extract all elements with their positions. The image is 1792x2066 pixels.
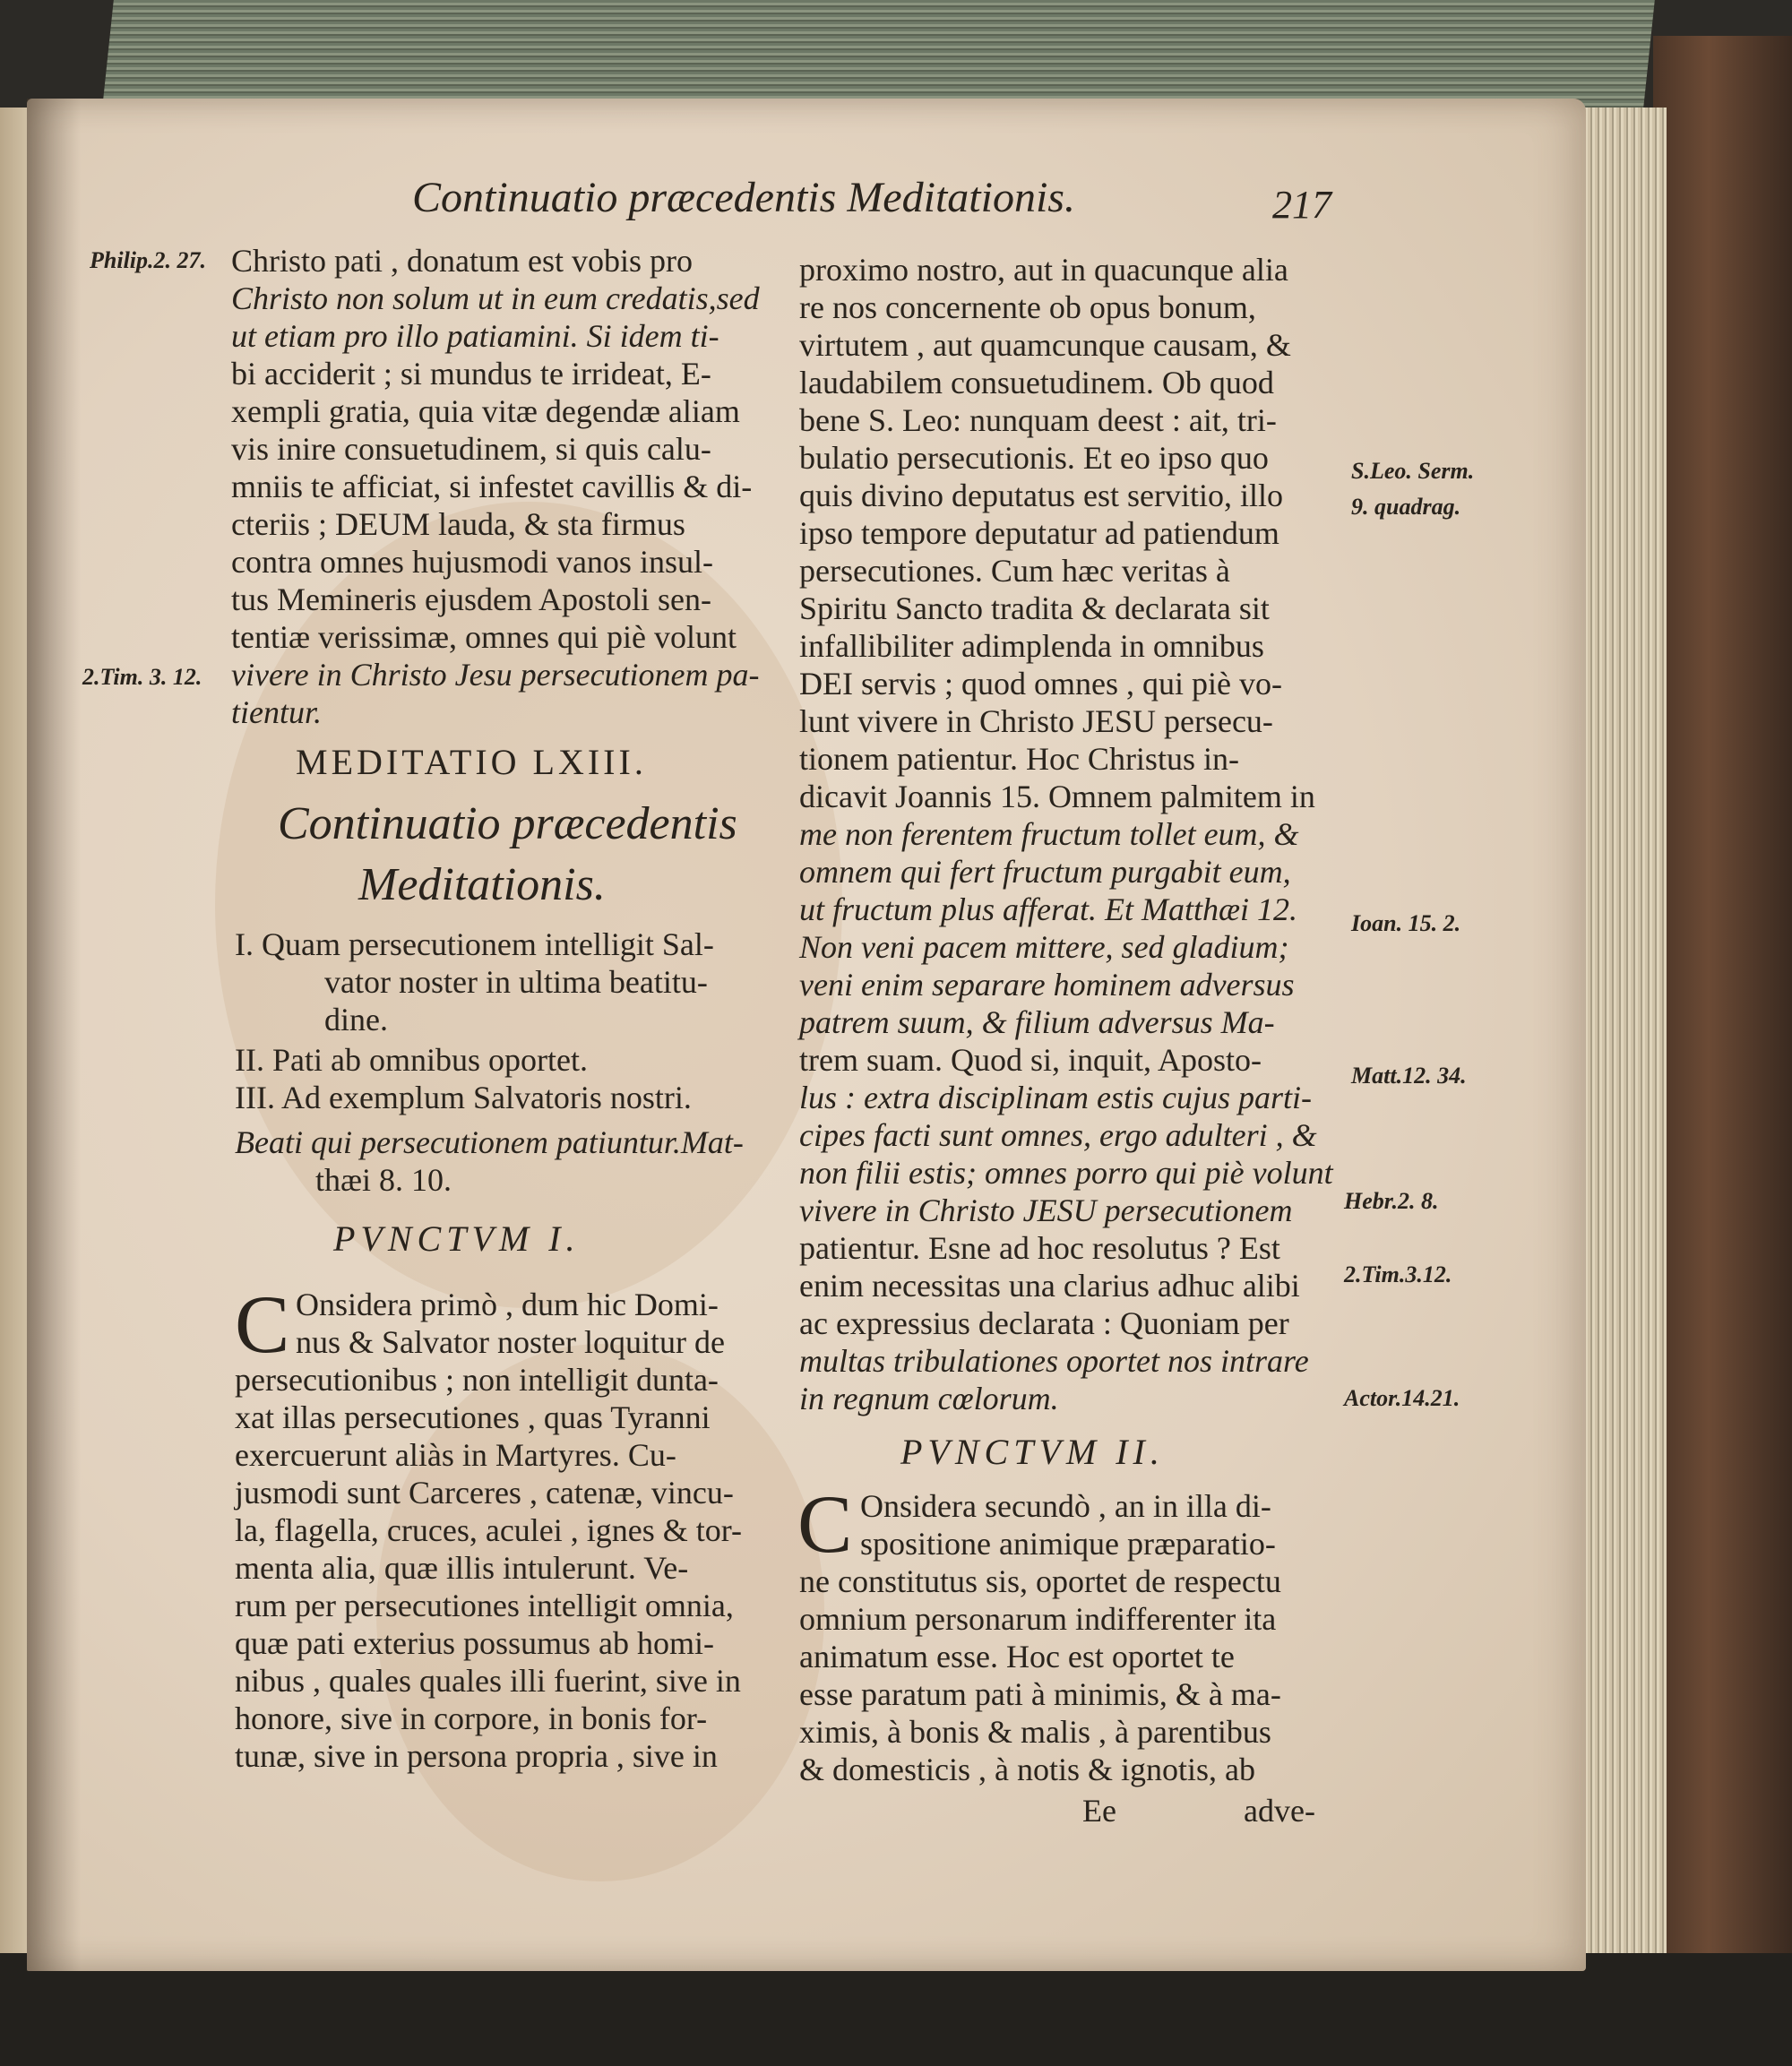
margin-note: 9. quadrag. — [1351, 494, 1461, 520]
page-gutter-shadow — [27, 99, 81, 1971]
text-line: honore, sive in corpore, in bonis for- — [235, 1700, 708, 1736]
text-line: lus : extra disciplinam estis cujus parti- — [799, 1080, 1312, 1115]
margin-note: Matt.12. 34. — [1351, 1063, 1467, 1089]
punctum-heading: PVNCTVM II. — [900, 1432, 1165, 1472]
right-column-text — [799, 251, 1333, 1417]
text-line: cteriis ; DEUM lauda, & sta firmus — [231, 506, 685, 542]
margin-note: 2.Tim.3.12. — [1344, 1261, 1452, 1287]
left-column-continuation — [231, 242, 760, 731]
text-line: ne constitutus sis, oportet de respectu — [799, 1563, 1281, 1599]
text-line: esse paratum pati à minimis, & à ma- — [799, 1676, 1281, 1712]
text-line: bulatio persecutionis. Et eo ipso quo — [799, 440, 1269, 476]
text-line: veni enim separare hominem adversus — [799, 967, 1295, 1003]
text-line: persecutionibus ; non intelligit dunta- — [235, 1362, 719, 1398]
text-line: animatum esse. Hoc est oportet te — [799, 1639, 1235, 1674]
punctum-ii-text — [799, 1487, 1281, 1788]
summary-item: III. Ad exemplum Salvatoris nostri. — [235, 1080, 692, 1115]
summary-item: II. Pati ab omnibus oportet. — [235, 1042, 588, 1078]
text-line: nibus , quales quales illi fuerint, sive in — [235, 1663, 741, 1699]
text-line: tientur. — [231, 694, 323, 730]
page-number: 217 — [1272, 183, 1331, 227]
text-line: ut etiam pro illo patiamini. Si idem ti- — [231, 318, 719, 354]
text-line: menta alia, quæ illis intulerunt. Ve- — [235, 1550, 689, 1586]
margin-note: Actor.14.21. — [1344, 1385, 1460, 1411]
text-line: Christo non solum ut in eum credatis,sed — [231, 280, 760, 316]
text-line: patrem suum, & filium adversus Ma- — [799, 1004, 1275, 1040]
text-line: Onsidera secundò , an in illa di- — [860, 1488, 1271, 1524]
text-line: omnem qui fert fructum purgabit eum, — [799, 854, 1291, 890]
signature-mark: Ee — [1082, 1793, 1116, 1829]
text-line: enim necessitas una clarius adhuc alibi — [799, 1268, 1300, 1304]
text-line: spositione animique præparatio- — [860, 1526, 1276, 1562]
text-line: laudabilem consuetudinem. Ob quod — [799, 365, 1274, 400]
text-line: Spiritu Sancto tradita & declarata sit — [799, 590, 1270, 626]
text-line: ximis, à bonis & malis , à parentibus — [799, 1714, 1271, 1750]
margin-note: Hebr.2. 8. — [1344, 1188, 1439, 1214]
text-line: bene S. Leo: nunquam deest : ait, tri- — [799, 402, 1277, 438]
meditatio-title: Continuatio præcedentis — [278, 798, 737, 849]
text-line: cipes facti sunt omnes, ergo adulteri , & — [799, 1117, 1317, 1153]
text-line: la, flagella, cruces, aculei , ignes & tor- — [235, 1512, 743, 1548]
summary-item: I. Quam persecutionem intelligit Sal- — [235, 926, 714, 962]
text-line: proximo nostro, aut in quacunque alia — [799, 252, 1288, 288]
beati-quote: thæi 8. 10. — [315, 1162, 452, 1198]
text-line: rum per persecutiones intelligit omnia, — [235, 1588, 734, 1623]
text-line: vis inire consuetudinem, si quis calu- — [231, 431, 711, 467]
text-line: bi acciderit ; si mundus te irrideat, E- — [231, 356, 711, 392]
text-line: xempli gratia, quia vitæ degendæ aliam — [231, 393, 740, 429]
text-line: ut fructum plus afferat. Et Matthæi 12. — [799, 891, 1297, 927]
meditatio-title: Meditationis. — [358, 859, 606, 910]
text-line: & domesticis , à notis & ignotis, ab — [799, 1752, 1255, 1787]
running-title: Continuatio præcedentis Meditationis. — [412, 174, 1075, 221]
text-line: me non ferentem fructum tollet eum, & — [799, 816, 1299, 852]
text-line: mniis te afficiat, si infestet cavillis & di- — [231, 469, 753, 504]
text-line: vivere in Christo Jesu persecutionem pa- — [231, 657, 760, 693]
text-line: tentiæ verissimæ, omnes qui piè volunt — [231, 619, 737, 655]
text-line: persecutiones. Cum hæc veritas à — [799, 553, 1230, 589]
text-line: exercuerunt aliàs in Martyres. Cu- — [235, 1437, 676, 1473]
meditatio-number: MEDITATIO LXIII. — [296, 742, 647, 782]
summary-item: vator noster in ultima beatitu- — [324, 964, 708, 1000]
beati-quote: Beati qui persecutionem patiuntur.Mat- — [235, 1124, 744, 1160]
text-line: patientur. Esne ad hoc resolutus ? Est — [799, 1230, 1280, 1266]
text-line: dicavit Joannis 15. Omnem palmitem in — [799, 779, 1315, 814]
text-line: quis divino deputatus est servitio, illo — [799, 478, 1283, 513]
text-line: lunt vivere in Christo JESU persecu- — [799, 703, 1273, 739]
text-line: infallibiliter adimplenda in omnibus — [799, 628, 1264, 664]
text-line: multas tribulationes oportet nos intrare — [799, 1343, 1309, 1379]
margin-note: Philip.2. 27. — [90, 247, 207, 273]
book-cover — [1653, 36, 1792, 2066]
drop-cap: C — [235, 1278, 290, 1370]
drop-cap: C — [797, 1478, 853, 1570]
punctum-heading: PVNCTVM I. — [333, 1218, 581, 1259]
text-line: virtutem , aut quamcunque causam, & — [799, 327, 1291, 363]
text-line: re nos concernente ob opus bonum, — [799, 289, 1256, 325]
margin-note: 2.Tim. 3. 12. — [82, 664, 202, 690]
text-line: non filii estis; omnes porro qui piè volunt — [799, 1155, 1333, 1191]
text-line: jusmodi sunt Carceres , catenæ, vincu- — [235, 1475, 734, 1511]
text-line: xat illas persecutiones , quas Tyranni — [235, 1399, 711, 1435]
summary-item: dine. — [324, 1002, 388, 1037]
text-line: Non veni pacem mittere, sed gladium; — [799, 929, 1289, 965]
text-line: tunæ, sive in persona propria , sive in — [235, 1738, 718, 1774]
text-line: tus Memineris ejusdem Apostoli sen- — [231, 581, 711, 617]
catchword: adve- — [1244, 1793, 1315, 1829]
margin-note: Ioan. 15. 2. — [1351, 910, 1461, 936]
text-line: quæ pati exterius possumus ab homi- — [235, 1625, 714, 1661]
text-line: Christo pati , donatum est vobis pro — [231, 243, 693, 279]
text-line: contra omnes hujusmodi vanos insul- — [231, 544, 713, 580]
text-line: tionem patientur. Hoc Christus in- — [799, 741, 1239, 777]
text-line: in regnum cœlorum. — [799, 1381, 1059, 1416]
margin-note: S.Leo. Serm. — [1351, 458, 1475, 484]
text-line: trem suam. Quod si, inquit, Aposto- — [799, 1042, 1262, 1078]
text-line: nus & Salvator noster loquitur de — [296, 1324, 725, 1360]
text-line: ac expressius declarata : Quoniam per — [799, 1305, 1289, 1341]
punctum-i-text — [235, 1286, 742, 1775]
text-line: Onsidera primò , dum hic Domi- — [296, 1287, 719, 1322]
text-line: vivere in Christo JESU persecutionem — [799, 1192, 1293, 1228]
text-line: DEI servis ; quod omnes , qui piè vo- — [799, 666, 1282, 702]
text-line: omnium personarum indifferenter ita — [799, 1601, 1277, 1637]
text-line: ipso tempore deputatur ad patiendum — [799, 515, 1279, 551]
